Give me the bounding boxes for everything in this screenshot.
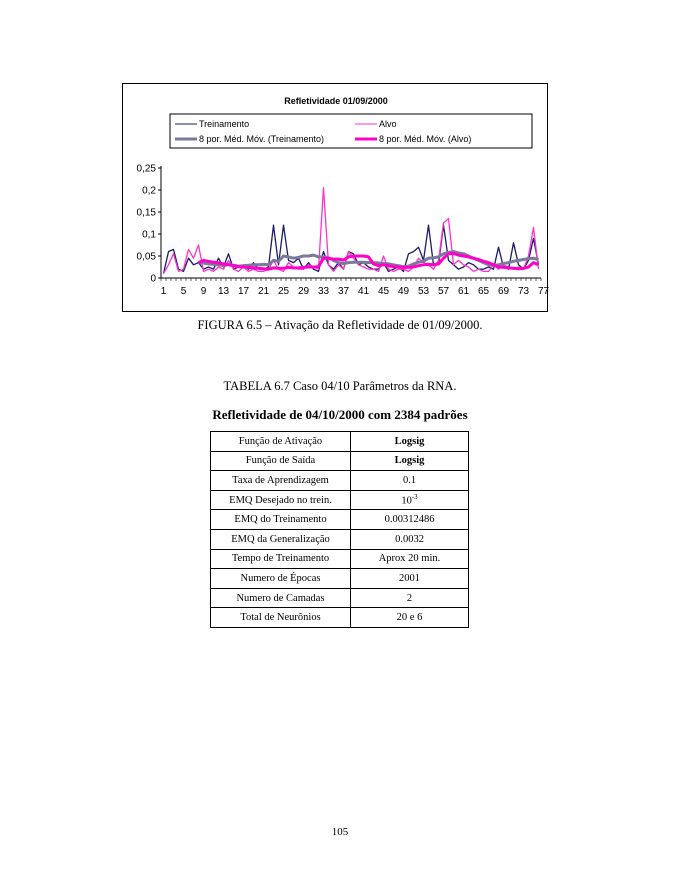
x-tick-label: 9	[200, 286, 207, 297]
param-label: Total de Neurônios	[211, 608, 351, 628]
param-label: Numero de Camadas	[211, 588, 351, 608]
table-title: Refletividade de 04/10/2000 com 2384 padrões	[212, 407, 468, 422]
param-value-text: Logsig	[394, 455, 425, 467]
x-tick-label: 65	[477, 286, 490, 297]
x-tick-label: 37	[337, 286, 350, 297]
param-label: Taxa de Aprendizagem	[211, 471, 351, 491]
param-value-text: 10	[401, 495, 412, 507]
x-tick-label: 5	[180, 286, 187, 297]
reflectivity-line-chart	[123, 84, 549, 313]
table-row	[211, 549, 469, 569]
x-tick-label: 53	[417, 286, 430, 297]
chart-axes	[137, 164, 549, 298]
x-tick-label: 1	[160, 286, 167, 297]
chart-frame	[122, 83, 548, 312]
legend-label: 8 por. Méd. Móv. (Alvo)	[379, 134, 472, 144]
y-tick-label: 0	[150, 273, 156, 285]
table-row	[211, 490, 469, 510]
param-label: EMQ do Treinamento	[211, 510, 351, 530]
param-value	[351, 569, 469, 589]
x-tick-label: 57	[437, 286, 450, 297]
x-tick-label: 21	[257, 286, 270, 297]
param-label: Tempo de Treinamento	[211, 549, 351, 569]
y-tick-label: 0,2	[142, 185, 156, 197]
x-tick-label: 69	[497, 286, 510, 297]
table-row	[211, 569, 469, 589]
param-value-exponent: -3	[411, 493, 418, 502]
table-row	[211, 588, 469, 608]
param-value-text: 20 e 6	[396, 612, 423, 624]
param-label: Função de Ativação	[211, 432, 351, 452]
table-row	[211, 432, 469, 452]
param-label: EMQ da Generalização	[211, 529, 351, 549]
x-tick-label: 13	[217, 286, 230, 297]
param-label: Numero de Épocas	[211, 569, 351, 589]
param-value	[351, 608, 469, 628]
param-value	[351, 529, 469, 549]
x-tick-label: 61	[457, 286, 470, 297]
param-value-text: 0.00312486	[384, 514, 435, 526]
legend-label: Treinamento	[199, 119, 250, 129]
table-row	[211, 471, 469, 491]
param-value-text: 0.0032	[395, 533, 424, 545]
param-value-text: Aprox 20 min.	[378, 553, 441, 565]
table-row	[211, 608, 469, 628]
figure-caption: FIGURA 6.5 – Ativação da Refletividade de 01/09/2000.	[197, 318, 483, 332]
table-row	[211, 451, 469, 471]
chart-title: Refletividade 01/09/2000	[284, 96, 388, 106]
param-value	[351, 549, 469, 569]
x-tick-label: 45	[377, 286, 390, 297]
param-value	[351, 432, 469, 452]
param-value	[351, 471, 469, 491]
table-caption: TABELA 6.7 Caso 04/10 Parâmetros da RNA.	[223, 379, 457, 393]
legend-label: Alvo	[379, 119, 397, 129]
chart-series	[164, 188, 539, 274]
legend	[175, 119, 471, 144]
param-value	[351, 588, 469, 608]
x-tick-label: 33	[317, 286, 330, 297]
param-label: Função de Saída	[211, 451, 351, 471]
param-value	[351, 451, 469, 471]
param-value	[351, 490, 469, 510]
y-tick-label: 0,05	[136, 251, 156, 263]
y-tick-label: 0,25	[136, 163, 156, 175]
y-tick-label: 0,15	[136, 207, 156, 219]
param-value-text: 0.1	[402, 474, 417, 486]
legend-label: 8 por. Méd. Móv. (Treinamento)	[199, 134, 325, 144]
param-value	[351, 510, 469, 530]
param-value-text: 2001	[399, 572, 420, 584]
y-tick-label: 0,1	[142, 229, 156, 241]
page-number: 105	[331, 826, 349, 838]
x-tick-label: 25	[277, 286, 290, 297]
param-label: EMQ Desejado no trein.	[211, 490, 351, 510]
parameters-table	[210, 431, 469, 628]
table-row	[211, 510, 469, 530]
x-tick-label: 17	[237, 286, 250, 297]
x-tick-label: 77	[537, 286, 549, 297]
x-tick-label: 29	[297, 286, 310, 297]
x-tick-label: 73	[517, 286, 530, 297]
table-row	[211, 529, 469, 549]
param-value-text: Logsig	[394, 435, 425, 447]
param-value-text: 2	[406, 592, 413, 604]
x-tick-label: 41	[357, 286, 370, 297]
x-tick-label: 49	[397, 286, 410, 297]
